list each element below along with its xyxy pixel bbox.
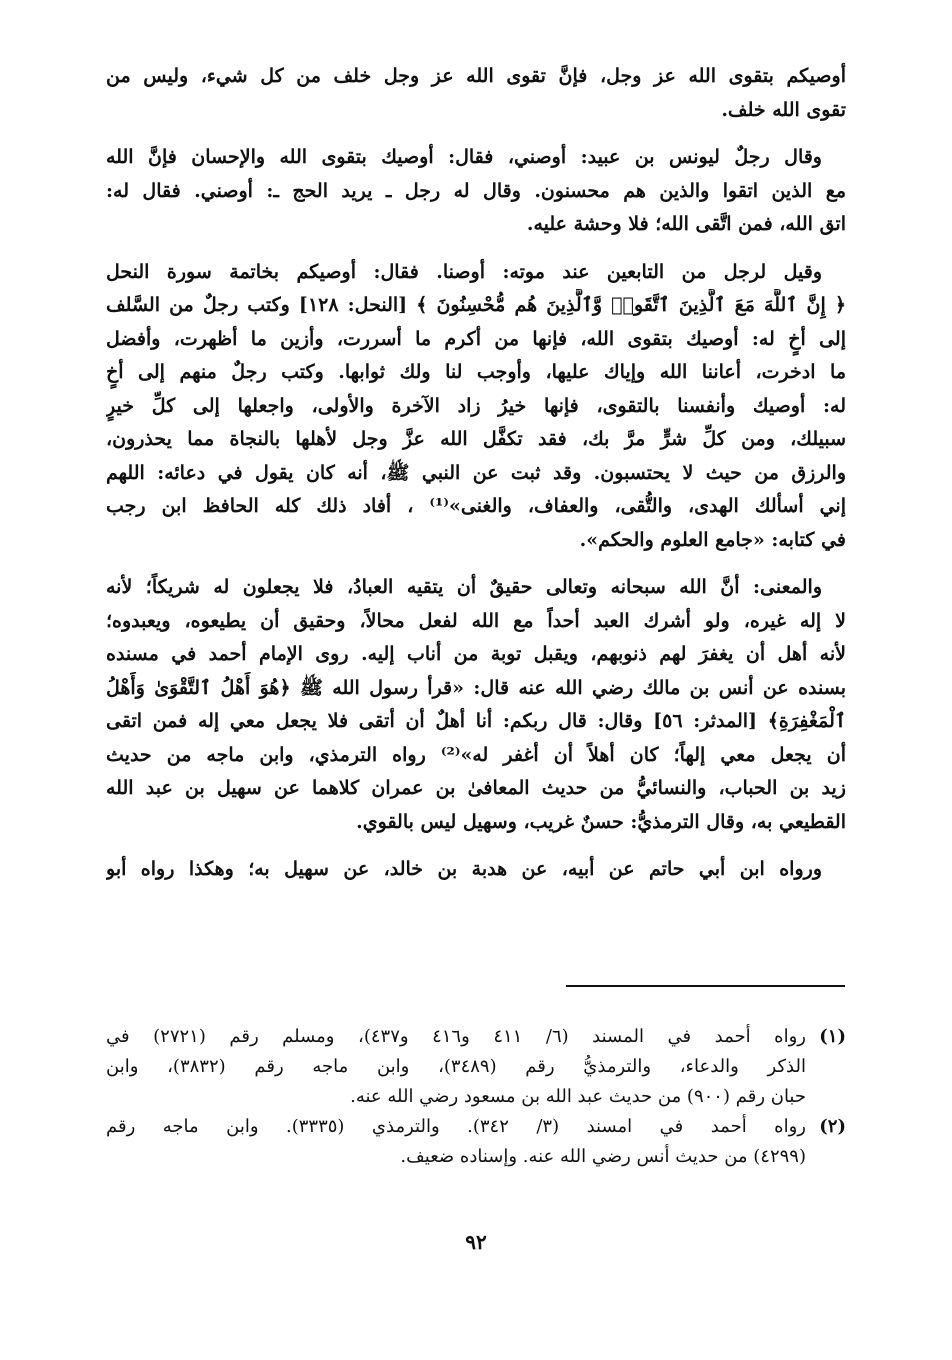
text-line: إلى أخٍ له: أوصيك بتقوى الله، فإنها من أكرم ما أسررت، وأزين ما أظهرت، وأفضل [106, 327, 846, 350]
footnote-separator [566, 985, 845, 987]
text-line: إني أسألك الهدى، والتُّقى، والعفاف، والغنى»⁽¹⁾ ، أفاد ذلك كله الحافظ ابن رجب [106, 495, 846, 517]
text-line: وقيل لرجل من التابعين عند موته: أوصنا. فقال: أوصيكم بخاتمة سورة النحل [106, 260, 822, 283]
text-line: لأنه أهل أن يغفرَ لهم ذنوبهم، ويقبل توبة من أناب إليه. روى الإمام أحمد في مسنده [106, 643, 846, 665]
text-line: اتق الله، فمن اتَّقى الله؛ فلا وحشة عليه. [526, 213, 846, 235]
paragraph [106, 853, 846, 887]
text-line: سبيلك، ومن كلِّ شرٍّ مرَّ بك، فقد تكفَّل الله عزَّ وجل لأهلها بالنجاة مما يحذرون، [106, 428, 846, 450]
text-line: له: أوصيك وأنفسنا بالتقوى، فإنها خيرُ زاد الآخرة والأولى، واجعلها إلى كلِّ خيرٍ [106, 394, 846, 417]
footnote-line: الذكر والدعاء، والترمذيُّ رقم (٣٤٨٩)، وابن ماجه رقم (٣٨٣٢)، وابن [106, 1056, 806, 1077]
text-line: أن يجعل معي إلهاً؛ كان أهلاً أن أغفر له»⁽²⁾ رواه الترمذي، وابن ماجه من حديث [106, 743, 846, 766]
text-line: مع الذين اتقوا والذين هم محسنون. وقال له رجل ـ يريد الحج ـ: أوصني. فقال له: [106, 179, 846, 202]
footnotes [106, 1022, 846, 1172]
text-line: في كتابه: «جامع العلوم والحكم». [579, 528, 846, 551]
text-line: وقال رجلٌ ليونس بن عبيد: أوصني، فقال: أوصيك بتقوى الله والإحسان فإنَّ الله [106, 146, 822, 168]
footnote-body [106, 1112, 806, 1172]
text-line: أوصيكم بتقوى الله عز وجل، فإنَّ تقوى الله عز وجل خلف من كل شيء، وليس من [106, 65, 846, 87]
text-line: والمعنى: أنَّ الله سبحانه وتعالى حقيقٌ أن يتقيه العبادُ، فلا يجعلون له شريكاً؛ لأنه [106, 576, 822, 598]
paragraph [106, 60, 846, 127]
footnote [106, 1022, 846, 1112]
footnote-line: رواه أحمد في المسند (٦/ ٤١١ و٤١٦ و٤٣٧)، ومسلم رقم (٢٧٢١) في [106, 1026, 806, 1047]
footnote-body [106, 1022, 806, 1112]
footnote-line: (٤٢٩٩) من حديث أنس رضي الله عنه. وإسناده ضعيف. [400, 1146, 806, 1167]
text-line: ما ادخرت، أعاننا الله وإياك عليها، وأوجب لنا ولك ثوابها. وكتب رجلٌ منهم إلى أخٍ [106, 361, 846, 383]
page-number: ٩٢ [465, 1230, 487, 1254]
footnote-number: (١) [819, 1026, 846, 1047]
text-line: زيد بن الحباب، والنسائيُّ من حديث المعافىٰ بن عمران كلاهما عن سهيل بن عبد الله [106, 777, 846, 799]
text-line: والرزق من حيث لا يحتسبون. وقد ثبت عن النبي ﷺ، أنه كان يقول في دعائه: اللهم [106, 461, 846, 484]
text-line: ٱلْمَغْفِرَةِ﴾ [المدثر: ٥٦] وقال: قال ربكم: أنا أهلٌ أن أتقى فلا يجعل معي إله فمن اتقى [106, 710, 846, 732]
footnote-line: رواه أحمد في امسند (٣/ ٣٤٢). والترمذي (٣٣٣٥). وابن ماجه رقم [106, 1116, 806, 1137]
text-line: ﴿ إِنَّ ٱللَّهَ مَعَ ٱلَّذِينَ ٱتَّقَوا۟ وَّٱلَّذِينَ هُم مُّحْسِنُونَ ﴾ [النحل: ١٢٨] وكتب رجلٌ من السَّلف [106, 294, 846, 316]
text-line: لا إله غيره، ولو أشرك العبد أحداً مع الله لفعل محالاً، وحقيق أن يطيعوه، ويعبدوه؛ [106, 609, 846, 632]
text-line: تقوى الله خلف. [721, 98, 846, 121]
paragraph [106, 141, 846, 242]
paragraph [106, 571, 846, 839]
paragraph [106, 256, 846, 558]
footnote-line: حبان رقم (٩٠٠) من حديث عبد الله بن مسعود رضي الله عنه. [350, 1086, 806, 1107]
footnote [106, 1112, 846, 1172]
text-line: القطيعي به، وقال الترمذيُّ: حسنٌ غريب، وسهيل ليس بالقوي. [356, 810, 846, 833]
text-line: بسنده عن أنس بن مالك رضي الله عنه قال: «قرأ رسول الله ﷺ ﴿هُوَ أَهْلُ ٱلتَّقْوَىٰ وَأَهْلُ [106, 676, 846, 699]
main-text [106, 60, 846, 901]
text-line: ورواه ابن أبي حاتم عن أبيه، عن هدبة بن خالد، عن سهيل به؛ وهكذا رواه أبو [106, 858, 822, 880]
footnote-number: (٢) [819, 1116, 846, 1137]
